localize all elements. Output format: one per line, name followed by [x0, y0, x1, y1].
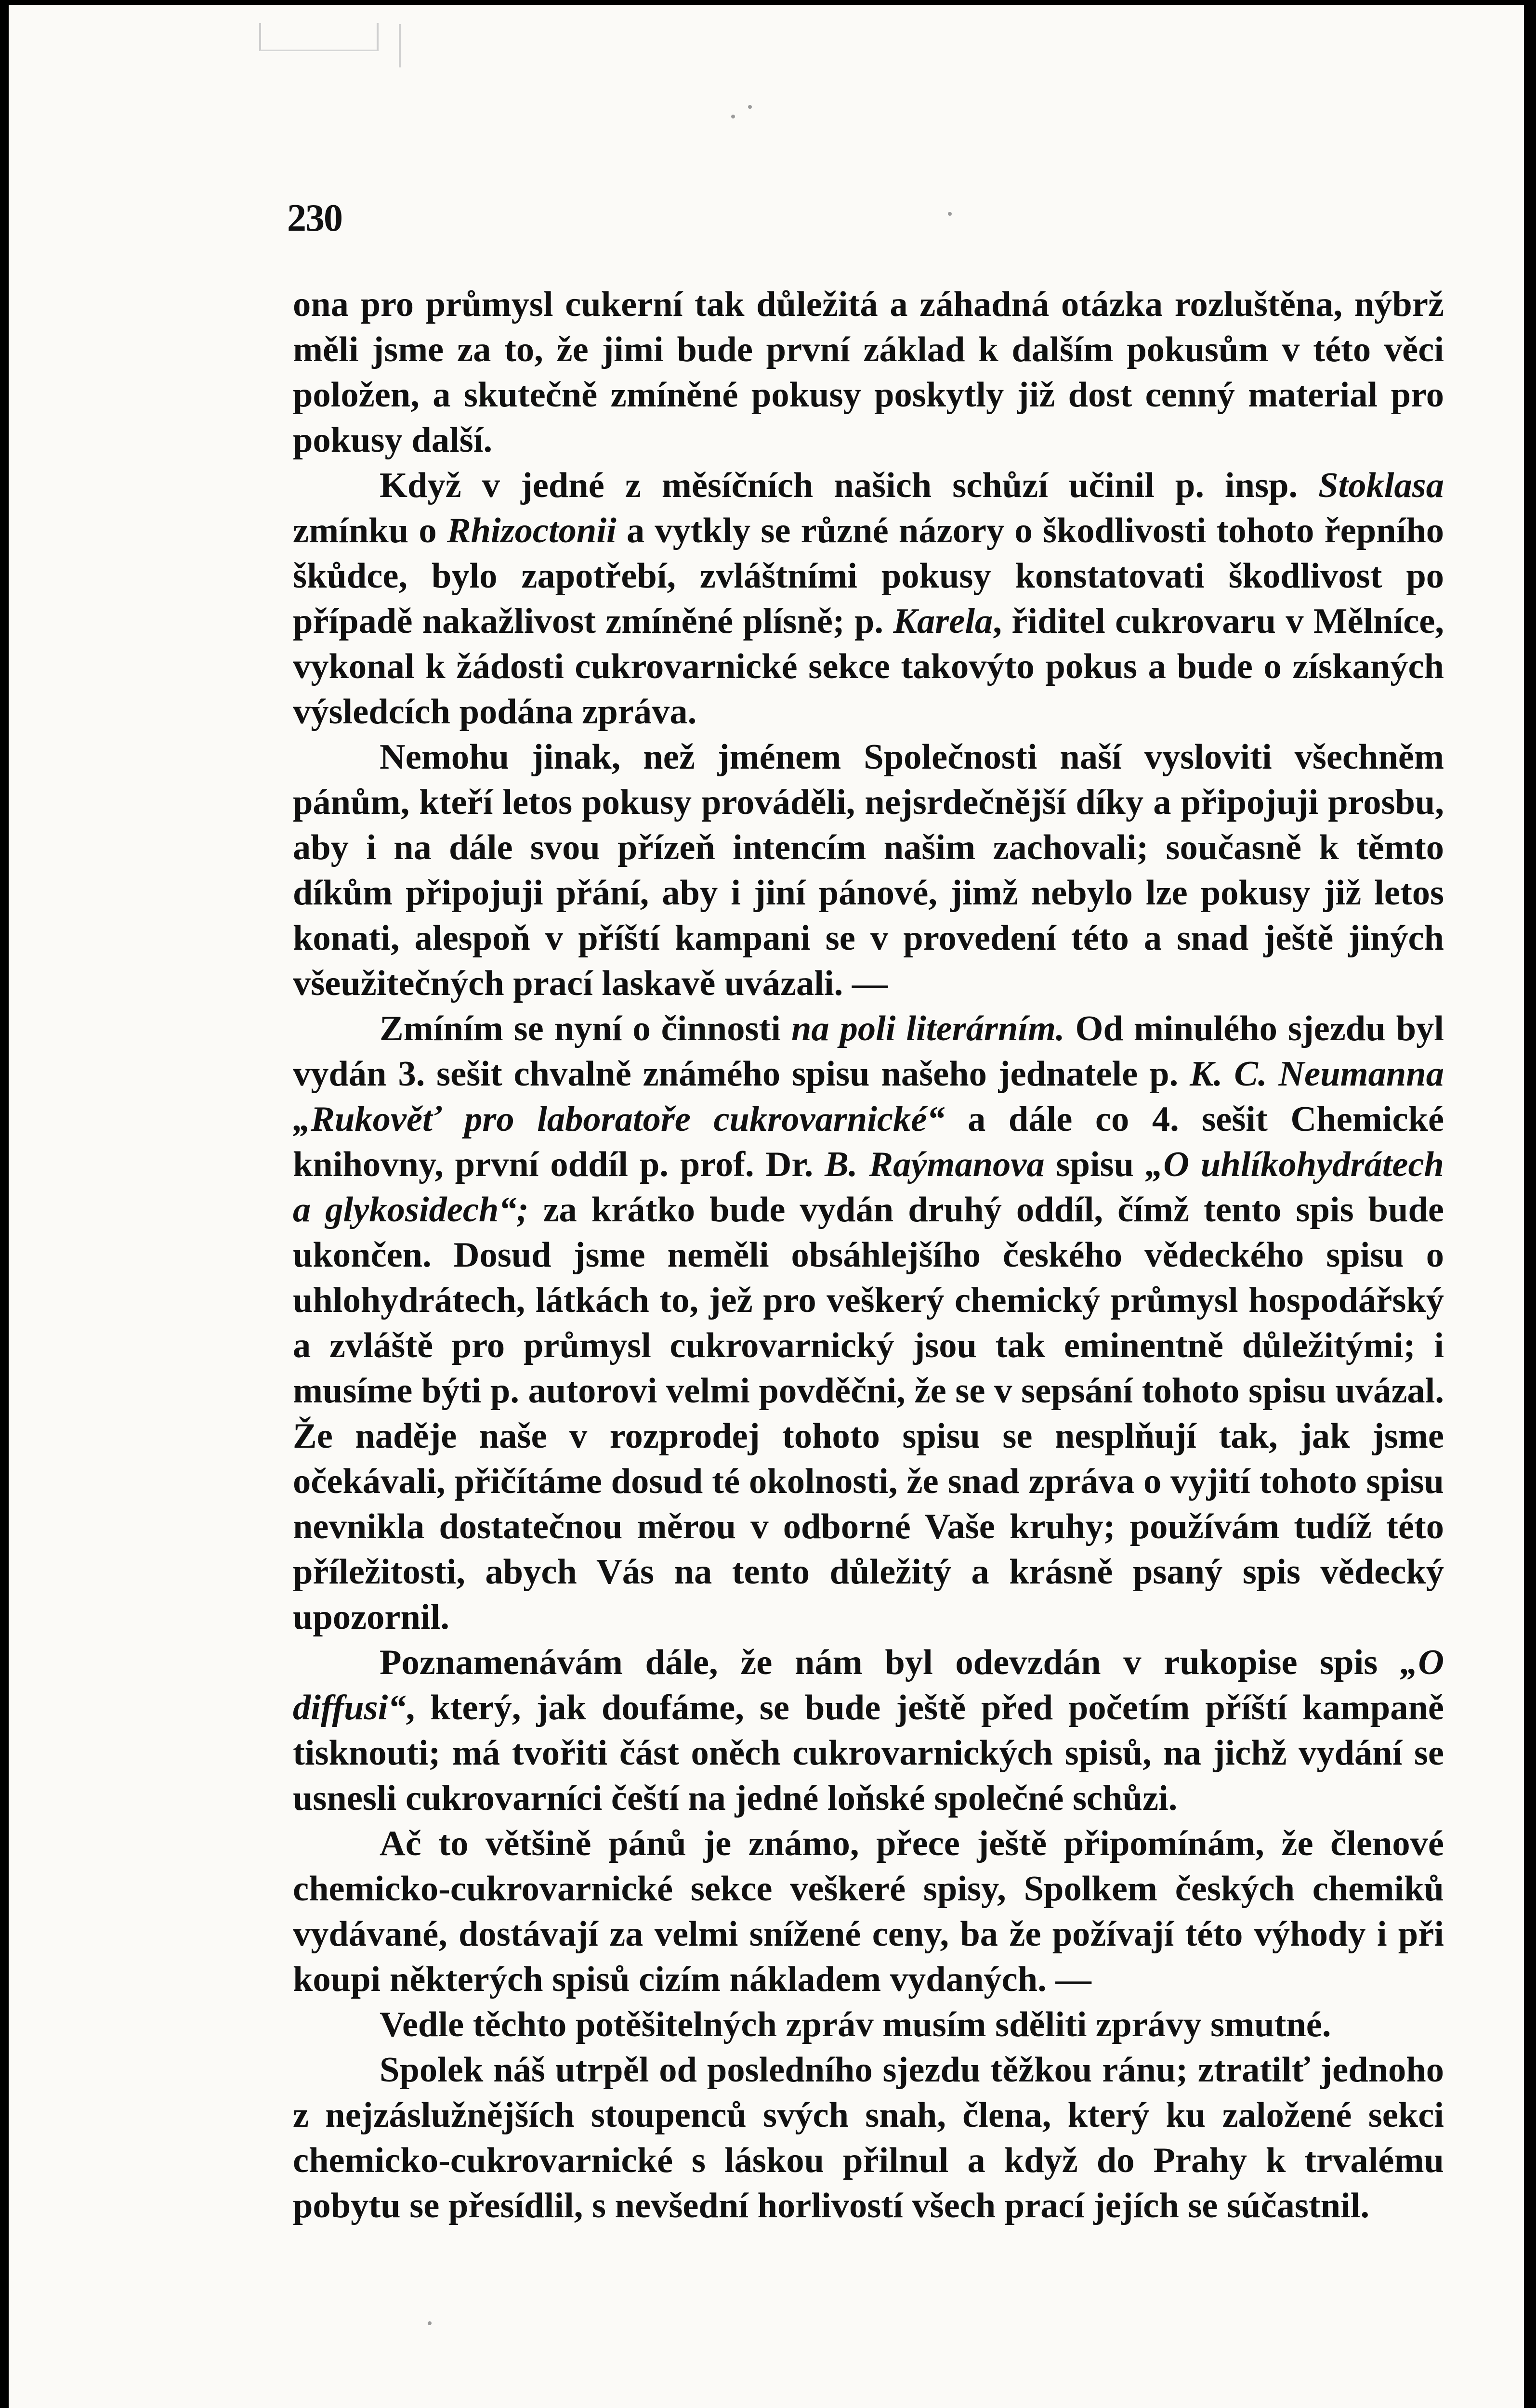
text-run: a vytkly se různé názory o škodlivosti tohoto řepního škůdce, bylo zapotřebí, zvláštními pokusy konstatovati škodlivost po případě nakažlivost zmíněné plísně; p.	[293, 511, 1444, 641]
text-run: Když v jedné z měsíčních našich schůzí učinil p. insp.	[380, 466, 1319, 505]
text-run: Zmíním se nyní o činnosti	[380, 1009, 791, 1048]
text-run: spisu	[1044, 1145, 1145, 1184]
document-page	[9, 5, 1524, 2408]
body-text	[293, 282, 1444, 2228]
scan-speck	[428, 2321, 432, 2325]
text-run: ona pro průmysl cukerní tak důležitá a záhadná otázka rozluštěna, nýbrž měli jsme za to, že jimi bude první základ k dalším pokusům v této věci položen, a skutečně zmíněné pokusy poskytly již dost cenný material pro pokusy další.	[293, 285, 1444, 460]
text-run: Od minulého sjezdu byl vydán 3. sešit chvalně známého spisu našeho jednatele p.	[293, 1009, 1444, 1094]
paragraph	[293, 463, 1444, 734]
scan-speck	[948, 212, 952, 216]
paragraph	[293, 734, 1444, 1006]
text-run: Vedle těchto potěšitelných zpráv musím sděliti zprávy smutné.	[380, 2005, 1331, 2044]
paragraph	[293, 1006, 1444, 1640]
text-run: a dále co 4. sešit Chemické knihovny, první oddíl p. prof. Dr.	[293, 1099, 1444, 1184]
italic-text: Karela	[893, 602, 993, 641]
italic-text: K. C. Neumanna „Rukověť pro laboratoře cukrovarnické“	[293, 1054, 1444, 1139]
text-run: , který, jak doufáme, se bude ještě před početím příští kampaně tisknouti; má tvořiti část oněch cukrovarnických spisů, na jichž vydání se usnesli cukrovarníci čeští na jedné loňské společné schůzi.	[293, 1688, 1444, 1818]
italic-text: na poli literárním.	[791, 1009, 1065, 1048]
paragraph	[293, 1821, 1444, 2002]
italic-text: Rhizoctonii	[446, 511, 617, 550]
italic-text: Stoklasa	[1318, 466, 1444, 505]
text-run: za krátko bude vydán druhý oddíl, čímž tento spis bude ukončen. Dosud jsme neměli obsáhlejšího českého vědeckého spisu o uhlohydrátech, látkách to, jež pro veškerý chemický průmysl hospodářský a zvláště pro průmysl cukrovarnický jsou tak eminentně důležitými; i musíme býti p. autorovi velmi povděčni, že se v sepsání tohoto spisu uvázal. Že naděje naše v rozprodej tohoto spisu se nesplňují tak, jak jsme očekávali, přičítáme dosud té okolnosti, že snad zpráva o vyjití tohoto spisu nevnikla dostatečnou měrou v odborné Vaše kruhy; používám tudíž této příležitosti, abych Vás na tento důležitý a krásně psaný spis vědecký upozornil.	[293, 1190, 1444, 1637]
text-run: Poznamenávám dále, že nám byl odevzdán v rukopise spis	[380, 1643, 1400, 1682]
text-run: zmínku o	[293, 511, 447, 550]
text-run: , řiditel cukrovaru v Mělníce, vykonal k žádosti cukrovarnické sekce takovýto pokus a bude o získaných výsledcích podána zpráva.	[293, 602, 1444, 732]
italic-text: „O diffusi“	[293, 1643, 1444, 1727]
italic-text: B. Raýmanova	[825, 1145, 1045, 1184]
text-run: Spolek náš utrpěl od posledního sjezdu těžkou ránu; ztratilť jednoho z nejzáslužnějších stoupenců svých snah, člena, který ku založené sekci chemicko-cukrovarnické s láskou přilnul a když do Prahy k trvalému pobytu se přesídlil, s nevšední horlivostí všech prací jejích se súčastnil.	[293, 2050, 1444, 2225]
text-run: Nemohu jinak, než jménem Společnosti naší vysloviti všechněm pánům, kteří letos pokusy prováděli, nejsrdečnější díky a připojuji prosbu, aby i na dále svou přízeň intencím našim zachovali; současně k těmto díkům připojuji přání, aby i jiní pánové, jimž nebylo lze pokusy již letos konati, alespoň v příští kampani se v provedení této a snad ještě jiných všeužitečných prací laskavě uvázali. —	[293, 737, 1444, 1003]
paragraph	[293, 1640, 1444, 1821]
scan-edge-artifact	[399, 24, 401, 67]
scan-edge-artifact	[259, 23, 379, 51]
scan-speck	[748, 105, 752, 109]
scan-speck	[731, 115, 735, 118]
italic-text: „O uhlíkohydrátech a glykosidech“;	[293, 1145, 1444, 1230]
text-run: Ač to většině pánů je známo, přece ještě připomínám, že členové chemicko-cukrovarnické sekce veškeré spisy, Spolkem českých chemiků vydávané, dostávají za velmi snížené ceny, ba že požívají této výhody i při koupi některých spisů cizím nákladem vydaných. —	[293, 1824, 1444, 1999]
page-number: 230	[287, 197, 342, 239]
paragraph	[293, 2047, 1444, 2228]
paragraph	[293, 282, 1444, 463]
paragraph	[293, 2002, 1444, 2047]
